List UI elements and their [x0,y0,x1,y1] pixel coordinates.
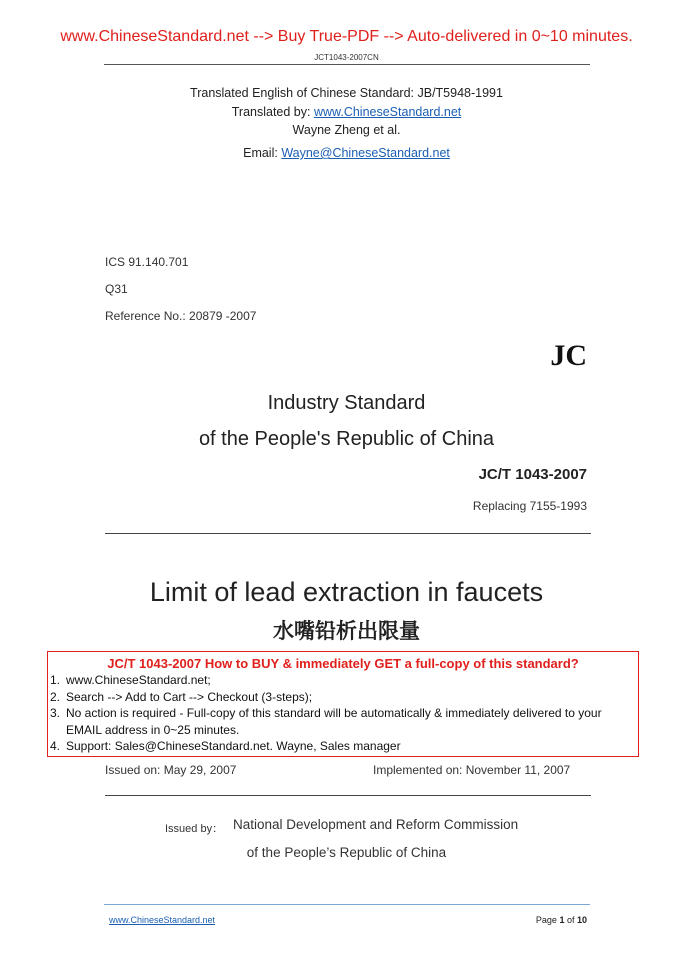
jc-logo: JC [550,339,587,372]
buy-step [48,689,638,706]
buy-step[interactable] [48,672,638,689]
republic-heading: of the People's Republic of China [198,428,495,450]
translated-by-label: Translated by: [231,105,314,119]
buy-box-title: JC/T 1043-2007 How to BUY & immediately GET a full-copy of this standard? [107,656,579,671]
issuing-organization: National Development and Reform Commission [233,817,519,832]
page-of: of [564,915,577,925]
title-divider [105,533,591,534]
footer-website-link[interactable]: www.ChineseStandard.net [109,915,216,925]
reference-number: Reference No.: 20879 -2007 [105,309,257,323]
buy-steps-list [48,672,638,755]
issuer-divider [105,795,591,796]
step-number: 1. [50,673,61,687]
page-number [536,915,587,925]
header-document-code: JCT1043-2007CN [314,53,379,62]
top-banner[interactable]: www.ChineseStandard.net --> Buy True-PDF --> Auto-delivered in 0~10 minutes. [60,28,633,45]
classification-code: Q31 [105,282,128,296]
step-text: Search --> Add to Cart --> Checkout (3-steps); [66,689,313,704]
implemented-date: Implemented on: November 11, 2007 [373,763,571,777]
replacing-note: Replacing 7155-1993 [472,499,587,513]
standard-number: JC/T 1043-2007 [478,466,587,483]
step-text: www.ChineseStandard.net; [66,673,211,687]
footer-divider [104,904,590,905]
step-text: No action is required - Full-copy of this standard will be automatically & immediately delivered to your EMAIL address in 0~25 minutes. [66,706,602,737]
issued-by-label: Issued by： [165,823,224,835]
industry-standard-heading: Industry Standard [267,392,426,414]
step-number: 3. [50,706,61,720]
email-link[interactable]: Wayne@ChineseStandard.net [281,146,450,160]
buy-step [48,705,638,738]
email-line [0,146,693,160]
buy-instructions-box [47,651,639,757]
step-number: 4. [50,739,61,753]
page-prefix: Page [535,915,560,925]
issued-date: Issued on: May 29, 2007 [105,763,237,777]
page-total: 10 [576,915,587,925]
translation-line: Translated English of Chinese Standard: JB/T5948-1991 [190,86,503,100]
page-current: 1 [559,915,565,925]
document-title-chinese: 水嘴铅析出限量 [273,619,420,643]
email-label: Email: [243,146,282,160]
translated-by-link[interactable]: www.ChineseStandard.net [313,105,462,119]
ics-code: ICS 91.140.701 [105,255,189,269]
issuing-organization-country: of the People’s Republic of China [246,845,447,860]
step-number: 2. [50,689,61,704]
header-divider [104,64,590,65]
document-title-english: Limit of lead extraction in faucets [149,577,544,607]
buy-step[interactable] [48,738,638,755]
translator-name: Wayne Zheng et al. [292,123,401,137]
step-text: Support: Sales@ChineseStandard.net. Wayne, Sales manager [66,739,401,753]
translated-by-line [0,105,693,119]
